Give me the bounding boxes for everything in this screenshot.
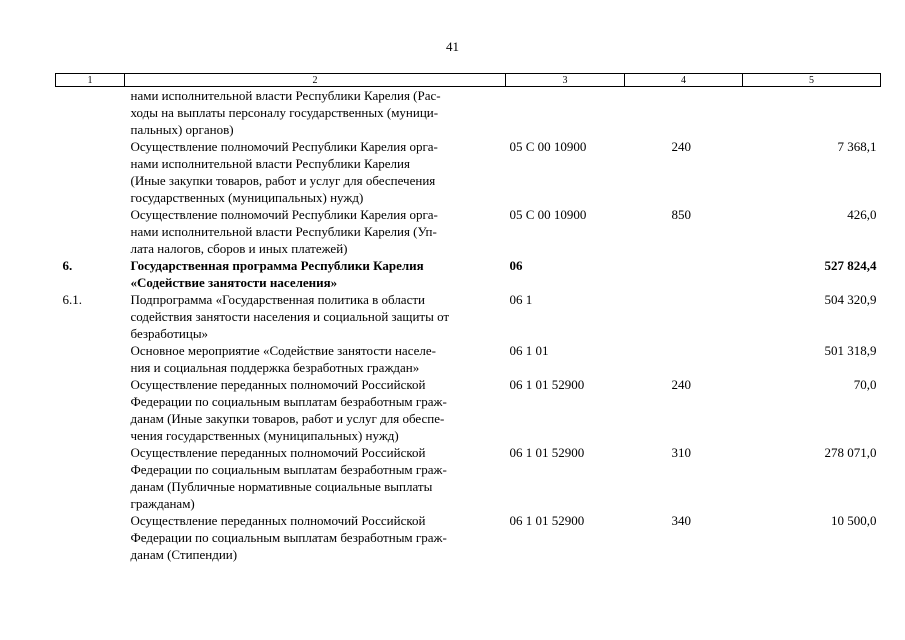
row-sum-cell: 70,0: [853, 377, 877, 392]
row-type-cell: [625, 291, 743, 342]
row-sum-cell: 501 318,9: [824, 343, 877, 358]
table-row: [56, 342, 881, 376]
row-type-cell: [625, 342, 743, 376]
row-name-cell: Осуществление переданных полномочий Российской Федерации по социальным выплатам безработным граж- данам (Публичные нормативные социальные выплаты гражданам): [130, 445, 447, 511]
table-row: [56, 257, 881, 291]
column-header-1: 1: [56, 74, 125, 87]
row-number-cell: [56, 138, 125, 206]
row-number-cell: [56, 512, 125, 563]
row-name-cell: Осуществление переданных полномочий Российской Федерации по социальным выплатам безработным граж- данам (Стипендии): [130, 513, 447, 562]
row-type-cell: [625, 87, 743, 139]
column-header-5: 5: [743, 74, 881, 87]
row-type-cell: 340: [671, 513, 691, 528]
row-code-cell: 06 1 01 52900: [509, 513, 585, 528]
column-header-3: 3: [506, 74, 625, 87]
row-type-cell: 850: [671, 207, 691, 222]
row-number-cell: [56, 342, 125, 376]
table-row: [56, 206, 881, 257]
row-sum-cell: 504 320,9: [824, 292, 877, 307]
budget-table: [55, 73, 881, 563]
row-number-cell: [56, 206, 125, 257]
row-name-cell: Государственная программа Республики Карелия «Содействие занятости населения»: [130, 258, 424, 290]
row-sum-cell: 426,0: [847, 207, 877, 222]
table-row: [56, 87, 881, 139]
row-code-cell: 06 1 01: [509, 343, 549, 358]
row-code-cell: 06 1 01 52900: [509, 445, 585, 460]
row-sum-cell: 10 500,0: [831, 513, 877, 528]
row-name-cell: Осуществление переданных полномочий Российской Федерации по социальным выплатам безработным граж- данам (Иные закупки товаров, работ и услуг для обеспе- чения государственных (муниципальных) нужд): [130, 377, 447, 443]
page-number: 41: [446, 39, 459, 54]
row-name-cell: Осуществление полномочий Республики Карелия орга- нами исполнительной власти Республики Карелия (Иные закупки товаров, работ и услуг для обеспечения государственных (муниципальных) нужд): [130, 139, 438, 205]
row-number-cell: [56, 444, 125, 512]
row-code-cell: [506, 87, 625, 139]
row-name-cell: нами исполнительной власти Республики Карелия (Рас- ходы на выплаты персоналу государственных (муници- пальных) органов): [130, 88, 441, 137]
row-type-cell: [625, 257, 743, 291]
row-number-cell: 6.1.: [62, 292, 82, 307]
table-row: [56, 512, 881, 563]
row-number-cell: [56, 87, 125, 139]
table-header: [56, 74, 881, 87]
row-code-cell: 06 1 01 52900: [509, 377, 585, 392]
row-code-cell: 05 С 00 10900: [509, 139, 587, 154]
row-name-cell: Осуществление полномочий Республики Карелия орга- нами исполнительной власти Республики Карелия (Уп- лата налогов, сборов и иных платежей): [130, 207, 438, 256]
row-sum-cell: 278 071,0: [824, 445, 877, 460]
row-sum-cell: 527 824,4: [824, 258, 877, 273]
row-code-cell: 05 С 00 10900: [509, 207, 587, 222]
row-type-cell: 310: [671, 445, 691, 460]
column-header-2: 2: [125, 74, 506, 87]
row-name-cell: Подпрограмма «Государственная политика в области содействия занятости населения и социальной защиты от безработицы»: [130, 292, 450, 341]
table-row: [56, 376, 881, 444]
row-sum-cell: 7 368,1: [837, 139, 877, 154]
table-row: [56, 138, 881, 206]
row-name-cell: Основное мероприятие «Содействие занятости населе- ния и социальная поддержка безработных граждан»: [130, 343, 436, 375]
row-number-cell: [56, 376, 125, 444]
row-type-cell: 240: [671, 377, 691, 392]
header-row: [56, 74, 881, 87]
row-type-cell: 240: [671, 139, 691, 154]
row-code-cell: 06 1: [509, 292, 533, 307]
table-row: [56, 291, 881, 342]
table-body: [56, 87, 881, 564]
table-row: [56, 444, 881, 512]
row-number-cell: 6.: [62, 258, 73, 273]
row-code-cell: 06: [509, 258, 523, 273]
column-header-4: 4: [625, 74, 743, 87]
row-sum-cell: [743, 87, 881, 139]
